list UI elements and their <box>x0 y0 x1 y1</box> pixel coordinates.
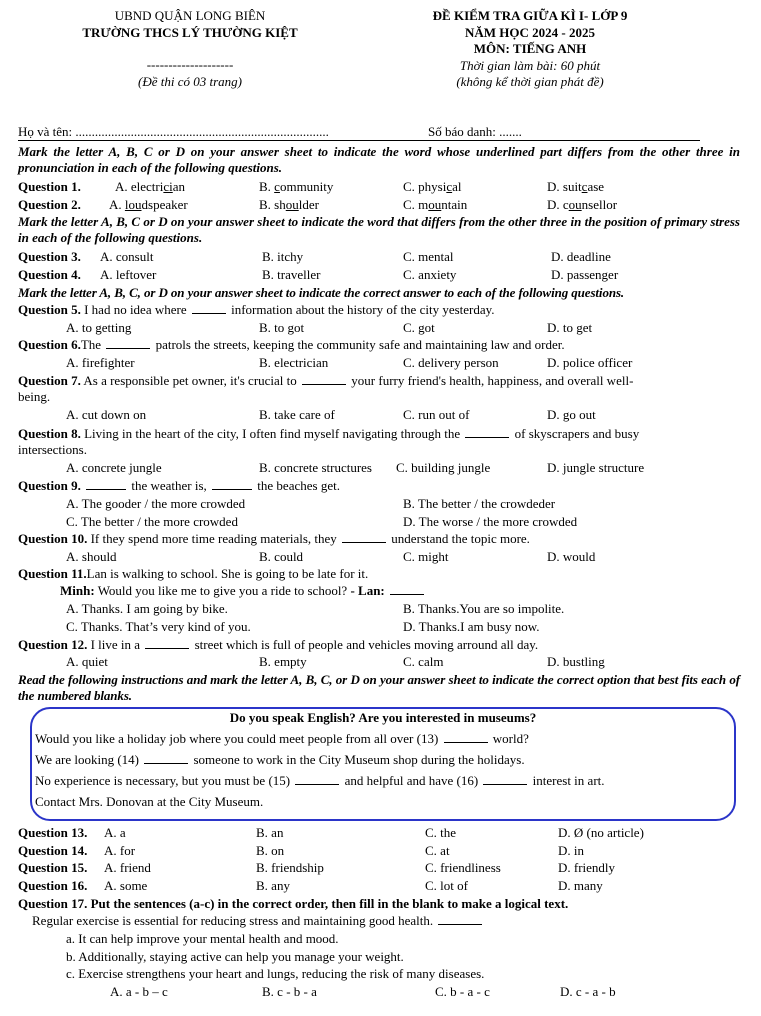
q7-option-a[interactable]: A. cut down on <box>66 407 147 422</box>
q11-blank[interactable] <box>390 583 424 595</box>
page-count-note: (Đề thi có 03 trang) <box>138 73 242 89</box>
q12-option-b[interactable]: B. empty <box>259 654 307 669</box>
q1-option-c[interactable]: C. physical <box>403 179 462 194</box>
q16-label: Question 16. <box>18 878 88 893</box>
q9-option-a[interactable]: A. The gooder / the more crowded <box>66 496 246 511</box>
q12-option-c[interactable]: C. calm <box>403 654 444 669</box>
exam-header <box>395 8 665 91</box>
q8-option-c[interactable]: C. building jungle <box>396 460 491 475</box>
q16-option-c[interactable]: C. lot of <box>425 878 468 893</box>
q11-option-c[interactable]: C. Thanks. That’s very kind of you. <box>66 619 251 634</box>
q17-option-d[interactable]: D. c - a - b <box>560 984 616 999</box>
q2-option-b[interactable]: B. shoulder <box>259 197 319 212</box>
q10-stem: Question 10. If they spend more time reading materials, they understand the topic more. <box>18 531 530 546</box>
q11-option-b[interactable]: B. Thanks.You are so impolite. <box>403 601 565 616</box>
q2-option-c[interactable]: C. mountain <box>403 197 468 212</box>
q17-sentence-c: c. Exercise strengthens your heart and lungs, reducing the risk of many diseases. <box>66 966 485 981</box>
q12-stem: Question 12. I live in a street which is full of people and vehicles moving arround all day. <box>18 637 539 652</box>
q17-option-a[interactable]: A. a - b – c <box>110 984 168 999</box>
q11-option-a[interactable]: A. Thanks. I am going by bike. <box>66 601 228 616</box>
q17-stem: Question 17. Put the sentences (a-c) in the correct order, then fill in the blank to make a logical text. <box>18 896 569 911</box>
q2-option-a[interactable]: A. loudspeaker <box>109 197 188 212</box>
q11-dialogue: Minh: Would you like me to give you a ride to school? - Lan: <box>60 583 426 599</box>
q13-option-b[interactable]: B. an <box>256 825 284 840</box>
section2-instruction: Mark the letter A, B, C or D on your answer sheet to indicate the word that differs from the other three in the position of primary stress in each of the following questions. <box>18 214 740 245</box>
q15-option-d[interactable]: D. friendly <box>558 860 616 875</box>
blank-13[interactable] <box>444 731 488 743</box>
q4-option-c[interactable]: C. anxiety <box>403 267 457 282</box>
blank-15[interactable] <box>295 773 339 785</box>
q17-option-c[interactable]: C. b - a - c <box>435 984 490 999</box>
q10-option-a[interactable]: A. should <box>66 549 117 564</box>
q6-blank[interactable] <box>106 337 150 349</box>
q5-option-c[interactable]: C. got <box>403 320 435 335</box>
q14-label: Question 14. <box>18 843 88 858</box>
q3-option-b[interactable]: B. itchy <box>262 249 304 264</box>
q9-blank-1[interactable] <box>86 478 126 490</box>
q7-stem: Question 7. As a responsible pet owner, it's crucial to your furry friend's health, happiness, and overall well- being. <box>18 373 634 404</box>
q4-option-a[interactable]: A. leftover <box>100 267 157 282</box>
student-id-field[interactable]: Số báo danh: ....... <box>428 124 522 139</box>
school-name: TRƯỜNG THCS LÝ THƯỜNG KIỆT <box>82 24 298 40</box>
q9-option-b[interactable]: B. The better / the crowdeder <box>403 496 556 511</box>
passage-line-2: We are looking (14) someone to work in the City Museum shop during the holidays. <box>35 752 525 767</box>
q5-option-b[interactable]: B. to got <box>259 320 305 335</box>
q14-option-d[interactable]: D. in <box>558 843 584 858</box>
section1-instruction: Mark the letter A, B, C or D on your answer sheet to indicate the word whose underlined part differs from the other three in pronunciation in each of the following questions. <box>18 144 740 175</box>
q17-sentence-b: b. Additionally, staying active can help you manage your weight. <box>66 949 404 964</box>
q8-option-b[interactable]: B. concrete structures <box>259 460 372 475</box>
q17-option-b[interactable]: B. c - b - a <box>262 984 317 999</box>
q8-blank[interactable] <box>465 426 509 438</box>
q11-stem: Question 11.Lan is walking to school. She is going to be late for it. <box>18 566 369 581</box>
school-year: NĂM HỌC 2024 - 2025 <box>465 24 595 40</box>
district-name: UBND QUẬN LONG BIÊN <box>114 8 266 23</box>
q15-label: Question 15. <box>18 860 88 875</box>
q5-option-a[interactable]: A. to getting <box>66 320 132 335</box>
q12-option-d[interactable]: D. bustling <box>547 654 605 669</box>
subject: MÔN: TIẾNG ANH <box>473 41 587 56</box>
q9-blank-2[interactable] <box>212 478 252 490</box>
q16-option-b[interactable]: B. any <box>256 878 290 893</box>
q13-option-a[interactable]: A. a <box>104 825 126 840</box>
q1-option-a[interactable]: A. electrician <box>115 179 186 194</box>
time-note: (không kể thời gian phát đề) <box>456 74 604 89</box>
q13-option-c[interactable]: C. the <box>425 825 457 840</box>
passage-line-3: No experience is necessary, but you must be (15) and helpful and have (16) interest in art. <box>35 773 605 788</box>
q10-option-c[interactable]: C. might <box>403 549 449 564</box>
passage-title: Do you speak English? Are you interested in museums? <box>229 710 537 725</box>
q12-blank[interactable] <box>145 637 189 649</box>
q10-blank[interactable] <box>342 531 386 543</box>
q15-option-c[interactable]: C. friendliness <box>425 860 501 875</box>
q16-option-a[interactable]: A. some <box>104 878 148 893</box>
q4-label: Question 4. <box>18 267 81 282</box>
q14-option-b[interactable]: B. on <box>256 843 285 858</box>
q2-label: Question 2. <box>18 197 81 212</box>
q14-option-a[interactable]: A. for <box>104 843 136 858</box>
q7-option-c[interactable]: C. run out of <box>403 407 470 422</box>
q8-stem: Question 8. Living in the heart of the city, I often find myself navigating through the of skyscrapers and busy intersections. <box>18 426 640 457</box>
q8-option-a[interactable]: A. concrete jungle <box>66 460 162 475</box>
q3-option-c[interactable]: C. mental <box>403 249 454 264</box>
q12-option-a[interactable]: A. quiet <box>66 654 108 669</box>
q10-option-b[interactable]: B. could <box>259 549 304 564</box>
q14-option-c[interactable]: C. at <box>425 843 450 858</box>
q6-option-b[interactable]: B. electrician <box>259 355 329 370</box>
blank-14[interactable] <box>144 752 188 764</box>
q4-option-d[interactable]: D. passenger <box>551 267 619 282</box>
q9-option-c[interactable]: C. The better / the more crowded <box>66 514 238 529</box>
q6-option-d[interactable]: D. police officer <box>547 355 633 370</box>
header-divider <box>18 140 700 141</box>
q1-option-d[interactable]: D. suitcase <box>547 179 605 194</box>
q2-option-d[interactable]: D. counsellor <box>547 197 618 212</box>
section4-instruction: Read the following instructions and mark the letter A, B, C, or D on your answer sheet to indicate the correct option that best fits each of the numbered blanks. <box>18 672 740 703</box>
q7-blank[interactable] <box>302 373 346 385</box>
passage-line-1: Would you like a holiday job where you could meet people from all over (13) world? <box>35 731 529 746</box>
q6-option-c[interactable]: C. delivery person <box>403 355 499 370</box>
q7-option-b[interactable]: B. take care of <box>259 407 335 422</box>
blank-16[interactable] <box>483 773 527 785</box>
q15-option-a[interactable]: A. friend <box>104 860 151 875</box>
q17-sentence-a: a. It can help improve your mental health and mood. <box>66 931 339 946</box>
exam-title: ĐỀ KIỂM TRA GIỮA KÌ I- LỚP 9 <box>432 8 628 23</box>
student-name-field[interactable]: Họ và tên: .............................................................................. <box>18 124 329 139</box>
passage-line-4: Contact Mrs. Donovan at the City Museum. <box>35 794 264 809</box>
q9-option-d[interactable]: D. The worse / the more crowded <box>403 514 578 529</box>
q16-option-d[interactable]: D. many <box>558 878 603 893</box>
time-limit: Thời gian làm bài: 60 phút <box>459 57 601 73</box>
school-header <box>60 8 320 90</box>
q5-option-d[interactable]: D. to get <box>547 320 593 335</box>
q3-option-a[interactable]: A. consult <box>100 249 154 264</box>
section3-instruction: Mark the letter A, B, C, or D on your answer sheet to indicate the correct answer to each of the following questions. <box>18 285 625 300</box>
q10-option-d[interactable]: D. would <box>547 549 596 564</box>
q6-stem: Question 6.The patrols the streets, keeping the community safe and maintaining law and order. <box>18 337 565 352</box>
q4-option-b[interactable]: B. traveller <box>262 267 321 282</box>
q1-option-b[interactable]: B. community <box>259 179 334 194</box>
q8-option-d[interactable]: D. jungle structure <box>547 460 645 475</box>
q5-blank[interactable] <box>192 302 226 314</box>
q3-option-d[interactable]: D. deadline <box>551 249 611 264</box>
q1-label: Question 1. <box>18 179 81 194</box>
q17-blank[interactable] <box>438 913 482 925</box>
q3-label: Question 3. <box>18 249 81 264</box>
q6-option-a[interactable]: A. firefighter <box>66 355 135 370</box>
q17-lead: Regular exercise is essential for reducing stress and maintaining good health. <box>32 913 484 929</box>
q13-option-d[interactable]: D. Ø (no article) <box>558 825 644 840</box>
q9-stem: Question 9. the weather is, the beaches get. <box>18 478 340 493</box>
q11-option-d[interactable]: D. Thanks.I am busy now. <box>403 619 540 634</box>
q13-label: Question 13. <box>18 825 88 840</box>
q5-stem: Question 5. I had no idea where information about the history of the city yesterday. <box>18 302 495 317</box>
q15-option-b[interactable]: B. friendship <box>256 860 324 875</box>
q7-option-d[interactable]: D. go out <box>547 407 596 422</box>
header-dashes: -------------------- <box>146 57 234 72</box>
